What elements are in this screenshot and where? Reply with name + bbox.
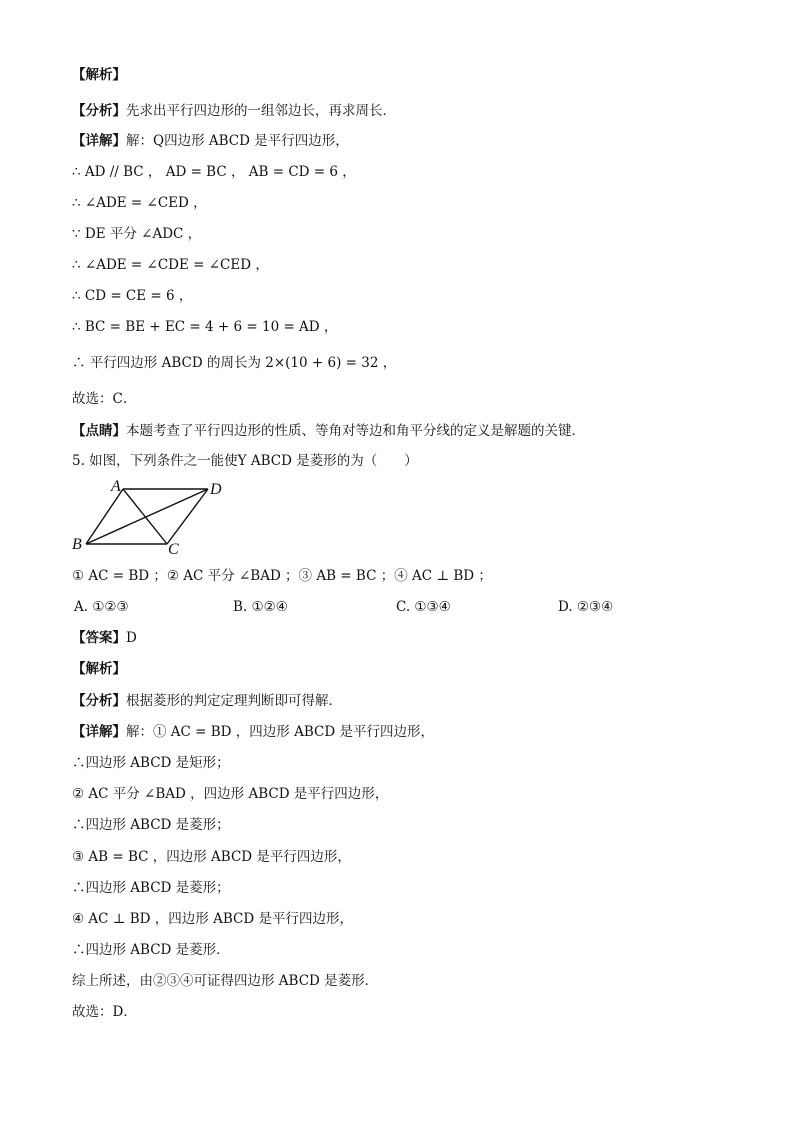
diagonal-ac	[123, 489, 167, 544]
xiangjie-line: 【详解】解：Q四边形 ABCD 是平行四边形，	[72, 133, 349, 149]
question-stem: 5. 如图，下列条件之一能使Y ABCD 是菱形的为（ ）	[72, 453, 418, 469]
solution-step: ∴ CD = CE = 6 ，	[72, 288, 193, 304]
option-a: A. ①②③	[74, 599, 129, 615]
guxuan-line: 故选：C．	[72, 391, 137, 407]
guxuan-line: 故选：D．	[72, 1004, 137, 1020]
answer-line: 【答案】D	[72, 630, 137, 646]
solution-step: ∴ 平行四边形 ABCD 的周长为 2×(10 + 6) = 32 ，	[72, 355, 397, 371]
solution-step: ④ AC ⊥ BD ，四边形 ABCD 是平行四边形，	[72, 911, 353, 927]
solution-step: ∴ ∠ADE = ∠CDE = ∠CED ，	[72, 257, 269, 273]
vertex-label-c: C	[168, 541, 179, 558]
fenxi-line: 【分析】先求出平行四边形的一组邻边长，再求周长．	[72, 103, 396, 119]
solution-step: ∴四边形 ABCD 是菱形；	[72, 817, 230, 833]
dianjing-line: 【点睛】本题考查了平行四边形的性质、等角对等边和角平分线的定义是解题的关键．	[72, 423, 585, 439]
fenxi-line: 【分析】根据菱形的判定定理判断即可得解．	[72, 693, 342, 709]
option-c: C. ①③④	[396, 599, 451, 615]
vertex-label-d: D	[210, 481, 222, 498]
solution-step: ③ AB = BC ，四边形 ABCD 是平行四边形，	[72, 849, 351, 865]
solution-step: ∴ BC = BE + EC = 4 + 6 = 10 = AD ，	[72, 319, 338, 335]
solution-step: ② AC 平分 ∠BAD ，四边形 ABCD 是平行四边形，	[72, 786, 389, 802]
vertex-label-a: A	[111, 478, 121, 495]
parallelogram-figure	[66, 474, 236, 564]
xiangjie-line: 【详解】解：① AC = BD ，四边形 ABCD 是平行四边形，	[72, 724, 434, 740]
solution-step: ∴四边形 ABCD 是菱形；	[72, 880, 230, 896]
option-b: B. ①②④	[233, 599, 288, 615]
solution-step: ∴ ∠ADE = ∠CED ，	[72, 195, 207, 211]
jiexi-heading: 【解析】	[72, 661, 126, 677]
conditions-line: ① AC = BD ；② AC 平分 ∠BAD ；③ AB = BC ；④ AC ⊥ BD ；	[72, 568, 492, 584]
conclusion-line: 综上所述，由②③④可证得四边形 ABCD 是菱形．	[72, 973, 379, 989]
solution-step: ∴ AD // BC ， AD = BC ， AB = CD = 6 ，	[72, 164, 356, 180]
solution-step: ∵ DE 平分 ∠ADC ，	[72, 226, 202, 242]
option-d: D. ②③④	[558, 599, 614, 615]
side-cd	[167, 489, 208, 544]
vertex-label-b: B	[72, 536, 82, 553]
jiexi-heading: 【解析】	[72, 67, 126, 83]
solution-step: ∴四边形 ABCD 是菱形．	[72, 942, 230, 958]
solution-step: ∴四边形 ABCD 是矩形；	[72, 755, 230, 771]
